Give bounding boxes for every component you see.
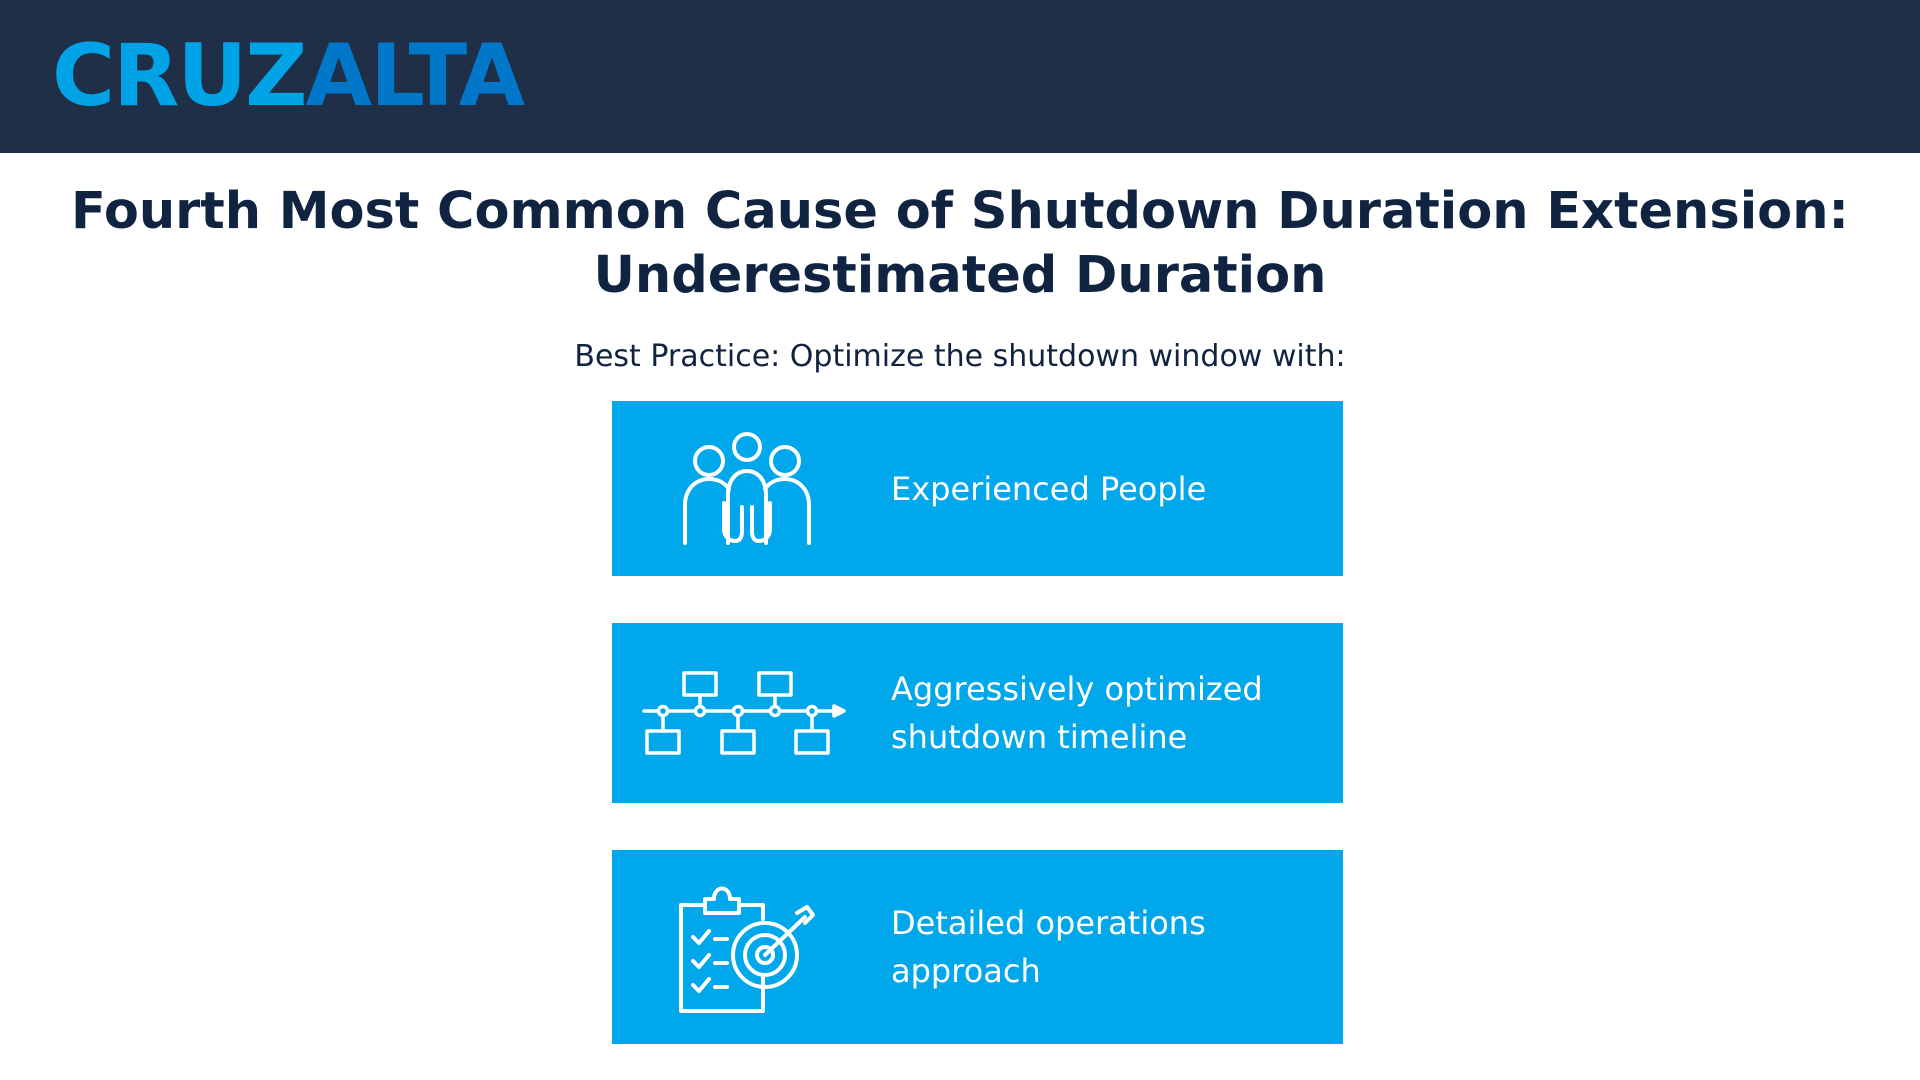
slide-subtitle: Best Practice: Optimize the shutdown window with: [574,339,1346,374]
slide-title-line1: Fourth Most Common Cause of Shutdown Duration Extension: [71,182,1849,241]
card-label [891,623,1321,803]
slide-title [60,180,1860,308]
slide-title-line2: Underestimated Duration [593,246,1327,305]
clipboard-target-icon [647,850,847,1044]
card-label-line1: Detailed operations [891,904,1206,942]
card-experienced-people [612,401,1343,576]
card-label-line2: approach [891,952,1041,990]
logo-text-alta: ALTA [305,26,524,126]
header-bar [0,0,1920,153]
card-label-text: Experienced People [891,469,1207,508]
card-optimized-timeline [612,623,1343,803]
card-label-line2: shutdown timeline [891,718,1188,756]
timeline-icon [647,623,847,803]
logo-text-cruz: CRUZ [52,26,306,126]
card-label-line1: Aggressively optimized [891,670,1263,708]
cruzalta-logo [52,26,523,126]
card-detailed-operations [612,850,1343,1044]
card-label [891,401,1321,576]
people-group-icon [647,401,847,576]
card-label [891,850,1321,1044]
